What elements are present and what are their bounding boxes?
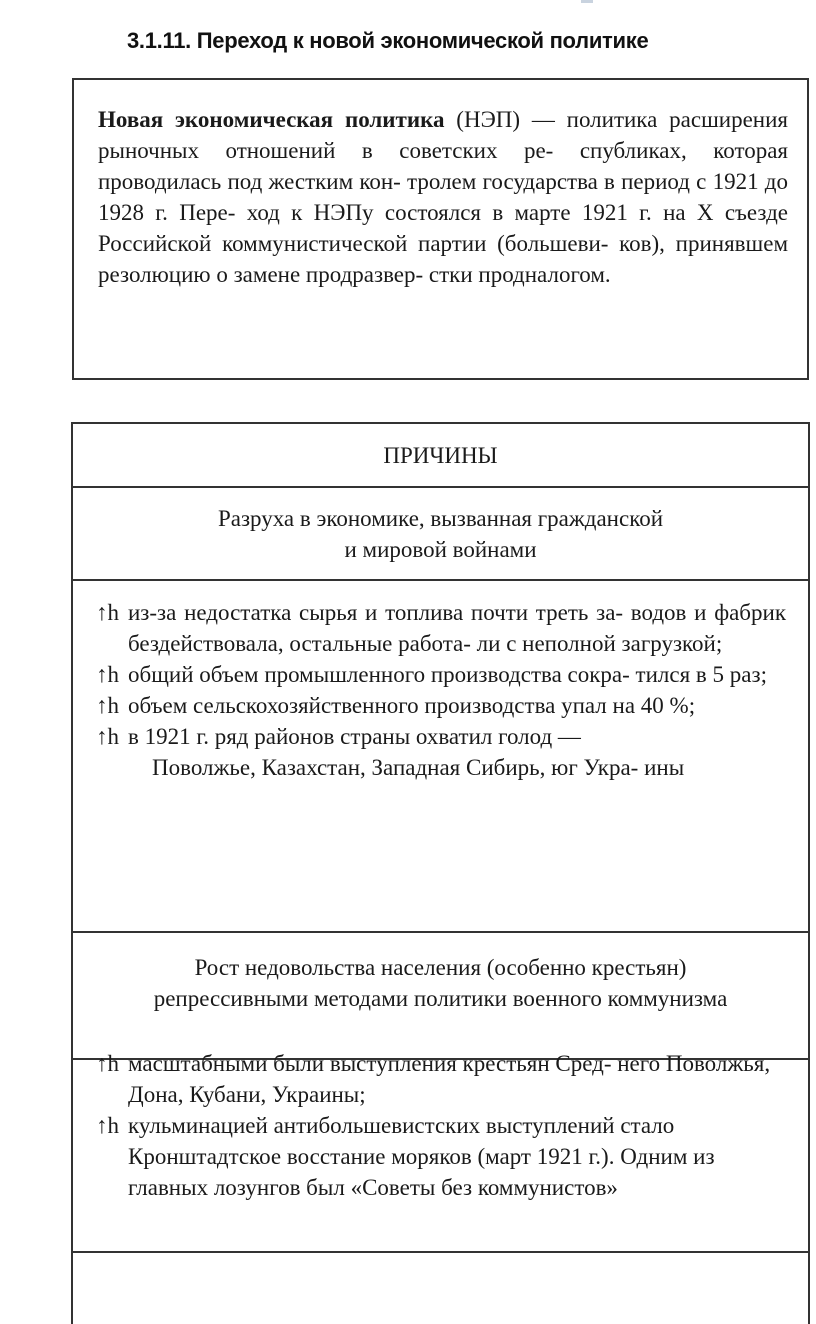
bullet-glyph: ↑h (96, 693, 119, 718)
cause1-title (73, 503, 808, 565)
list-item (96, 597, 786, 659)
table-header: ПРИЧИНЫ (383, 443, 498, 468)
cause1-title-line1: Разруха в экономике, вызванная гражданской (217, 506, 664, 531)
list-item-text: общий объем промышленного производства сокра- тился в 5 раз; (128, 662, 767, 687)
cause1-list (96, 597, 786, 783)
list-item-text: масштабными были выступления крестьян Сред- него Поволжья, Дона, Кубани, Украины; (128, 1051, 771, 1107)
table-divider (71, 486, 810, 488)
list-item-continuation: Поволжье, Казахстан, Западная Сибирь, юг Укра- ины (152, 755, 685, 780)
table-divider (71, 931, 810, 933)
bullet-glyph: ↑h (96, 662, 119, 687)
top-edge-mark (581, 0, 593, 3)
bullet-glyph: ↑h (96, 600, 119, 625)
bullet-glyph: ↑h (96, 1051, 119, 1076)
section-heading: 3.1.11. Переход к новой экономической политике (127, 28, 649, 53)
list-item (96, 659, 786, 690)
bullet-glyph: ↑h (96, 724, 119, 749)
list-item-text: кульминацией антибольшевистских выступлений стало Кронштадтское восстание моряков (март 1921 г.). Одним из главных лозунгов был «Советы без коммунистов» (128, 1113, 715, 1200)
list-item-text: объем сельскохозяйственного производства упал на 40 %; (128, 693, 696, 718)
list-item-text: из-за недостатка сырья и топлива почти треть за- водов и фабрик бездействовала, остальные работа- ли с неполной загрузкой; (128, 600, 786, 656)
cause2-title-line1: Рост недовольства населения (особенно крестьян) (194, 955, 687, 980)
list-item (96, 1048, 786, 1110)
definition-term: Новая экономическая политика (98, 107, 445, 132)
list-item-text: в 1921 г. ряд районов страны охватил голод — (128, 724, 581, 749)
definition-body: (НЭП) — политика расширения рыночных отношений в советских ре- спубликах, которая проводилась под жестким кон- тролем государства в период с 1921 до 1928 г. Пере- ход к НЭПу состоялся в марте 1921 г. на X съезде Российской коммунистической партии (большеви- ков), принявшем резолюцию о замене продразвер- стки продналогом. (98, 107, 788, 287)
cause2-list (96, 1048, 786, 1203)
table-divider (71, 579, 810, 581)
table-divider (71, 1251, 810, 1253)
cause2-title (73, 952, 808, 1014)
definition-text (98, 104, 788, 290)
list-item (96, 690, 786, 721)
cause2-title-line2: репрессивными методами политики военного коммунизма (153, 986, 728, 1011)
list-item (96, 721, 786, 783)
bullet-glyph: ↑h (96, 1113, 119, 1138)
definition-box (72, 78, 809, 380)
cause1-title-line2: и мировой войнами (344, 537, 537, 562)
list-item (96, 1110, 786, 1203)
